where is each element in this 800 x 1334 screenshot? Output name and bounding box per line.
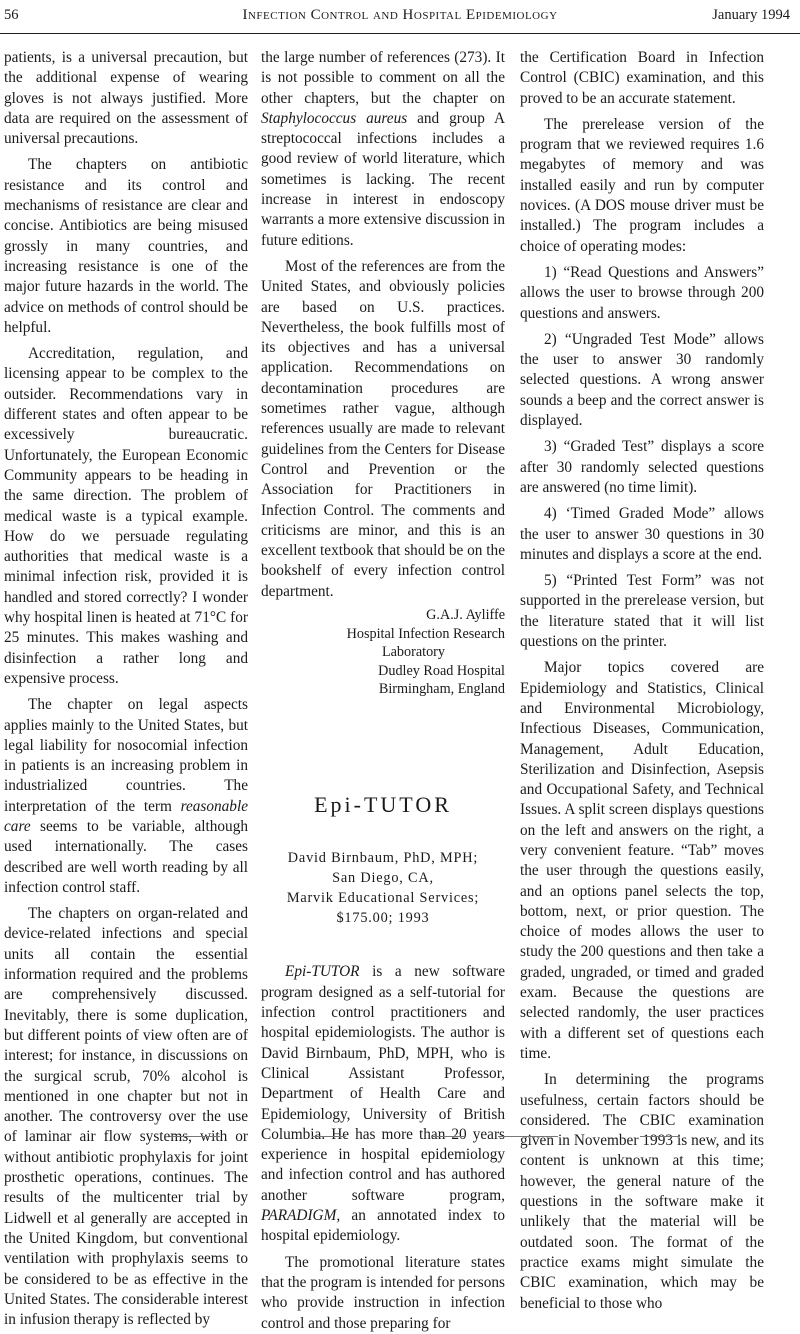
review-title: Epi-TUTOR	[314, 791, 452, 817]
issue-date: January 1994	[712, 7, 790, 23]
citation-line: San Diego, CA,	[332, 870, 434, 887]
reviewer-name: G.A.J. Ayliffe	[426, 607, 505, 624]
emphasis-term: PARADIGM,	[261, 1207, 341, 1225]
running-header	[0, 0, 800, 30]
reviewer-signature	[261, 606, 505, 699]
list-item: 4) ‘Timed Graded Mode” allows the user to answer 30 questions in 30 minutes and displays a score at the end.	[520, 505, 764, 563]
emphasis-term: Staphylococcus aureus	[261, 109, 408, 127]
citation-line: Marvik Educational Services;	[286, 889, 480, 906]
paragraph: The chapters on antibiotic resistance and its control and mechanisms of resistance are clear and concise. Antibiotics are being misused grossly in many countries, and increasing resistance is one of the major future hazards in the world. The advice on methods of control should be helpful.	[4, 156, 248, 336]
paragraph: Major topics covered are Epidemiology and Statistics, Clinical and Environmental Microbiology, Infectious Diseases, Communication, Management, Adult Education, Sterilization and Disinfection, Asepsis and Occupational Safety, and Technical Issues. A split screen displays questions on the left and answers on the right, a very convenient feature. “Tab” moves the user through the questions easily, and an options panel selects the top, bottom, next, or prior question. The choice of modes allows the user to study the 200 questions and then take a graded, ungraded, or timed and graded exam. Because the questions are selected randomly, the user practices with a different set of questions each time.	[520, 659, 764, 1062]
paragraph: The prerelease version of the program that we reviewed requires 1.6 megabytes of memory and was installed easily and run by computer novices. (A DOS mouse driver must be installed.) The program includes a choice of operating modes:	[520, 115, 764, 255]
column-right	[520, 48, 764, 1314]
reviewer-affiliation: Laboratory	[381, 644, 445, 661]
reviewer-affiliation: Dudley Road Hospital	[378, 662, 505, 679]
page-number: 56	[4, 7, 19, 23]
paragraph: the Certification Board in Infection Control (CBIC) examination, and this proved to be an accurate statement.	[520, 49, 764, 107]
paragraph: Accreditation, regulation, and licensing appear to be complex to the outsider. Recommendations vary in different states and often appear to be excessively bureaucratic. Unfortunately, the European Economic Community appears to be heading in the same direction. The problem of medical waste is a typical example. How do we persuade regulating authorities that medical waste is a minimal infection risk, provided it is handled and stored correctly? I wonder why hospital linen is heated at 71°C for 25 minutes. This makes washing and disinfection a rather long and expensive process.	[4, 345, 248, 687]
paragraph: Most of the references are from the United States, and obviously policies are based on U.S. practices. Nevertheless, the book fulfills most of its objectives and has a universal application. Recommendations on decontamination procedures are sometimes rather vague, although references usually are made to relevant guidelines from the Centers for Disease Control and Prevention or the Association for Practitioners in Infection Control. The comments and criticisms are minor, and this is an excellent textbook that should be on the bookshelf of every infection control department.	[261, 257, 505, 600]
paragraph: the large number of references (273). It is not possible to comment on all the other chapters, but the chapter on Staphylococcus aureus and group A streptococcal infections includes a good review of world literature, which sometimes is lacking. The recent increase in interest in endoscopy warrants a more extensive discussion in future editions.	[261, 49, 505, 249]
citation-line: David Birnbaum, PhD, MPH;	[287, 850, 479, 867]
list-item: 1) “Read Questions and Answers” allows the user to browse through 200 questions and answers.	[520, 263, 764, 322]
header-rule	[0, 33, 800, 34]
paragraph: patients, is a universal precaution, but the additional expense of wearing gloves is not always justified. More data are required on the assessment of universal precautions.	[4, 49, 248, 148]
reviewer-affiliation: Hospital Infection Research	[346, 625, 505, 642]
paragraph: Epi-TUTOR is a new software program designed as a self-tutorial for infection control practitioners and hospital epidemiologists. The author is David Birnbaum, PhD, MPH, who is Clinical Assistant Professor, Department of Health Care and Epidemiology, University of British Columbia. He has more than 20 years experience in hospital epidemiology and infection control and has authored another software program, PARADIGM, an annotated index to hospital epidemiology.	[261, 963, 505, 1245]
paragraph: The chapter on legal aspects applies mainly to the United States, but legal liability for nosocomial infection in patients is an increasing problem in industrialized countries. The interpretation of the term reasonable care seems to be variable, although used internationally. The cases described are well worth reading by all infection control staff.	[4, 696, 248, 896]
list-item: 2) “Ungraded Test Mode” allows the user to answer 30 randomly selected questions. A wrong answer sounds a beep and the correct answer is displayed.	[520, 330, 764, 430]
paragraph: In determining the programs usefulness, certain factors should be considered. The CBIC examination given in November 1993 is new, and its content is unknown at this time; however, the general nature of the questions in the software make it unlikely that the material will be outdated soon. The format of the practice exams might simulate the CBIC examination, which may be beneficial to those who	[520, 1071, 764, 1312]
paragraph: The promotional literature states that the program is intended for persons who provide instruction in infection control and those preparing for	[261, 1253, 505, 1332]
paragraph: The chapters on organ-related and device-related infections and special units all contain the essential information required and the problems are comprehensively discussed. Inevitably, there is some duplication, but different points of view often are of interest; for instance, in discussions on the surgical scrub, 70% alcohol is mentioned in one chapter but not in another. The controversy over the use of laminar air flow systems, with or without antibiotic prophylaxis for joint prosthetic operations, continues. The results of the multicenter trial by Lidwell et al generally are accepted in the United Kingdom, but conventional ventilation with prophylaxis seems to be considered to be as effective in the United States. The considerable interest in infusion therapy is reflected by	[4, 905, 248, 1329]
list-item: 5) “Printed Test Form” was not supported in the prerelease version, but the literature stated that it will list questions on the printer.	[520, 572, 764, 651]
journal-title: Infection Control and Hospital Epidemiology	[242, 7, 558, 23]
reviewer-location: Birmingham, England	[378, 681, 505, 698]
citation-line: $175.00; 1993	[336, 909, 430, 926]
review-citation	[261, 849, 505, 928]
emphasis-term: reasonable care	[4, 797, 248, 835]
emphasis-term: Epi-TUTOR	[285, 963, 360, 981]
list-item: 3) “Graded Test” displays a score after 30 randomly selected questions are answered (no time limit).	[520, 438, 764, 496]
scan-edge-marks	[0, 1136, 800, 1142]
